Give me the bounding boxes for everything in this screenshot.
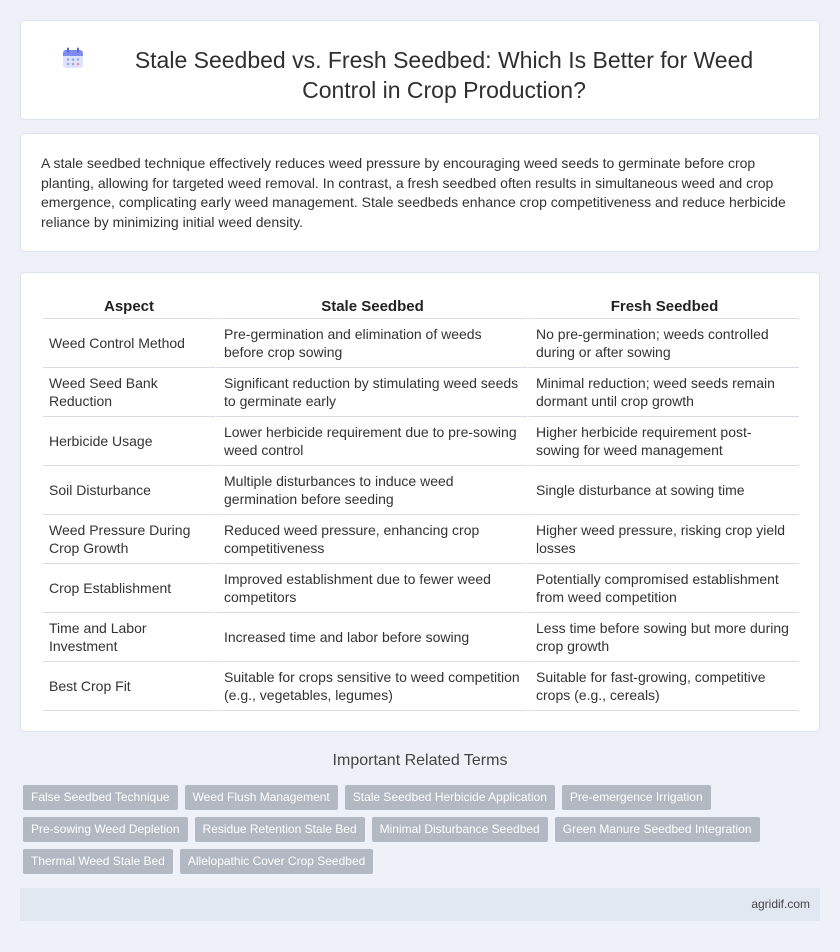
cell-fresh: Minimal reduction; weed seeds remain dormant until crop growth [527, 368, 799, 417]
term-tag[interactable]: False Seedbed Technique [23, 785, 178, 810]
comparison-table [43, 293, 799, 711]
table-row [43, 368, 799, 417]
cell-aspect: Weed Control Method [43, 319, 215, 368]
cell-aspect: Weed Pressure During Crop Growth [43, 515, 215, 564]
cell-fresh: Potentially compromised establishment from weed competition [527, 564, 799, 613]
term-tag[interactable]: Pre-emergence Irrigation [562, 785, 711, 810]
cell-stale: Reduced weed pressure, enhancing crop competitiveness [215, 515, 527, 564]
cell-aspect: Best Crop Fit [43, 662, 215, 711]
cell-fresh: Single disturbance at sowing time [527, 466, 799, 515]
cell-stale: Lower herbicide requirement due to pre-sowing weed control [215, 417, 527, 466]
term-tag[interactable]: Pre-sowing Weed Depletion [23, 817, 188, 842]
table-row [43, 662, 799, 711]
term-tag[interactable]: Green Manure Seedbed Integration [555, 817, 760, 842]
cell-aspect: Soil Disturbance [43, 466, 215, 515]
cell-aspect: Herbicide Usage [43, 417, 215, 466]
title-card [20, 20, 820, 120]
cell-stale: Multiple disturbances to induce weed germination before seeding [215, 466, 527, 515]
term-tag[interactable]: Weed Flush Management [185, 785, 338, 810]
table-row [43, 319, 799, 368]
header-stale-seedbed: Stale Seedbed [215, 293, 527, 319]
cell-fresh: Suitable for fast-growing, competitive crops (e.g., cereals) [527, 662, 799, 711]
cell-fresh: Higher herbicide requirement post-sowing for weed management [527, 417, 799, 466]
title-wrap [21, 21, 819, 105]
term-tag[interactable]: Allelopathic Cover Crop Seedbed [180, 849, 373, 874]
cell-stale: Suitable for crops sensitive to weed competition (e.g., vegetables, legumes) [215, 662, 527, 711]
table-row [43, 564, 799, 613]
cell-aspect: Crop Establishment [43, 564, 215, 613]
table-row [43, 417, 799, 466]
term-tag[interactable]: Stale Seedbed Herbicide Application [345, 785, 555, 810]
related-terms-list [23, 785, 823, 881]
calendar-icon [61, 46, 85, 70]
term-tag[interactable]: Thermal Weed Stale Bed [23, 849, 173, 874]
cell-fresh: No pre-germination; weeds controlled during or after sowing [527, 319, 799, 368]
footer-site-link[interactable]: agridif.com [751, 897, 810, 911]
table-header-row [43, 293, 799, 319]
header-fresh-seedbed: Fresh Seedbed [527, 293, 799, 319]
table-row [43, 466, 799, 515]
page-title: Stale Seedbed vs. Fresh Seedbed: Which Is Better for Weed Control in Crop Production? [134, 47, 754, 103]
table-row [43, 613, 799, 662]
summary-text: A stale seedbed technique effectively reduces weed pressure by encouraging weed seeds to germinate before crop planting, allowing for targeted weed removal. In contrast, a fresh seedbed often results in simultaneous weed and crop emergence, complicating early weed management. Stale seedbeds enhance crop competitiveness and reduce herbicide reliance by minimizing initial weed density. [41, 155, 786, 230]
cell-stale: Pre-germination and elimination of weeds before crop sowing [215, 319, 527, 368]
cell-stale: Significant reduction by stimulating weed seeds to germinate early [215, 368, 527, 417]
cell-fresh: Less time before sowing but more during crop growth [527, 613, 799, 662]
cell-stale: Increased time and labor before sowing [215, 613, 527, 662]
term-tag[interactable]: Minimal Disturbance Seedbed [372, 817, 548, 842]
header-aspect: Aspect [43, 293, 215, 319]
cell-fresh: Higher weed pressure, risking crop yield losses [527, 515, 799, 564]
term-tag[interactable]: Residue Retention Stale Bed [195, 817, 365, 842]
cell-stale: Improved establishment due to fewer weed competitors [215, 564, 527, 613]
related-terms-heading: Important Related Terms [332, 752, 508, 769]
comparison-card [20, 272, 820, 732]
footer [20, 888, 820, 921]
table-row [43, 515, 799, 564]
summary-card [20, 133, 820, 252]
cell-aspect: Time and Labor Investment [43, 613, 215, 662]
cell-aspect: Weed Seed Bank Reduction [43, 368, 215, 417]
